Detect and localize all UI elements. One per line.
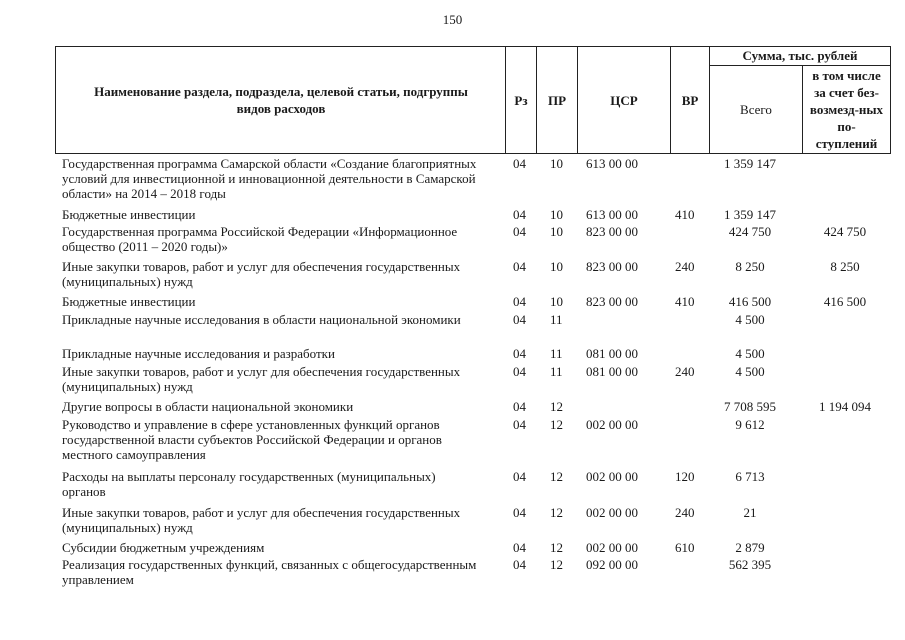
- row-rz: 04: [513, 469, 526, 484]
- row-pr: 10: [550, 259, 563, 274]
- row-vr: 410: [675, 207, 695, 222]
- row-rz: 04: [513, 364, 526, 379]
- row-rz: 04: [513, 417, 526, 432]
- header-rz: Рз: [514, 92, 528, 108]
- row-csr: 823 00 00: [586, 294, 638, 309]
- header-rz-cell: [505, 46, 536, 154]
- row-rz: 04: [513, 557, 526, 572]
- row-csr: 002 00 00: [586, 469, 638, 484]
- header-total: Всего: [740, 102, 772, 117]
- row-rz: 04: [513, 505, 526, 520]
- row-total: 416 500: [728, 294, 772, 309]
- row-name: Государственная программа Самарской области «Создание благоприятных условий для инвестиционной и инновационной деятельности в Самарской области» на 2014 – 2018 годы: [62, 156, 477, 201]
- header-vr-cell: [670, 46, 709, 154]
- row-name: Субсидии бюджетным учреждениям: [62, 540, 265, 555]
- row-pr: 12: [550, 469, 563, 484]
- row-name: Прикладные научные исследования и разработки: [62, 346, 335, 361]
- row-rz: 04: [513, 207, 526, 222]
- row-free: 8 250: [830, 259, 860, 274]
- table-header: [55, 46, 891, 154]
- header-name-cell: [55, 46, 505, 154]
- row-name: Другие вопросы в области национальной экономики: [62, 399, 354, 414]
- row-vr: 610: [675, 540, 695, 555]
- row-total: 9 612: [735, 417, 765, 432]
- row-total: 4 500: [735, 346, 765, 361]
- header-free: в том числе за счет без-возмезд-ных по-ступлений: [809, 68, 884, 151]
- row-csr: 823 00 00: [586, 259, 638, 274]
- row-csr: 002 00 00: [586, 540, 638, 555]
- row-rz: 04: [513, 399, 526, 414]
- row-free: 1 194 094: [819, 399, 871, 414]
- row-pr: 10: [550, 156, 563, 171]
- row-rz: 04: [513, 224, 526, 239]
- row-pr: 11: [550, 346, 563, 361]
- row-total: 4 500: [735, 364, 765, 379]
- row-name: Иные закупки товаров, работ и услуг для обеспечения государственных (муниципальных) нужд: [62, 505, 461, 535]
- header-pr: ПР: [547, 92, 567, 108]
- header-csr-cell: [577, 46, 670, 154]
- row-total: 8 250: [735, 259, 765, 274]
- row-pr: 12: [550, 540, 563, 555]
- row-rz: 04: [513, 312, 526, 327]
- row-name: Руководство и управление в сфере установленных функций органов государственной власти субъектов Российской Федерации и органов местного самоуправления: [62, 417, 442, 462]
- row-pr: 10: [550, 224, 563, 239]
- row-rz: 04: [513, 294, 526, 309]
- row-total: 2 879: [735, 540, 765, 555]
- row-csr: 002 00 00: [586, 505, 638, 520]
- row-name: Иные закупки товаров, работ и услуг для обеспечения государственных (муниципальных) нужд: [62, 364, 461, 394]
- row-total: 6 713: [735, 469, 765, 484]
- row-name: Бюджетные инвестиции: [62, 207, 196, 222]
- header-sum: Сумма, тыс. рублей: [709, 46, 891, 66]
- row-total: 7 708 595: [724, 399, 776, 414]
- row-vr: 240: [675, 505, 695, 520]
- row-total: 424 750: [728, 224, 772, 239]
- row-vr: 240: [675, 259, 695, 274]
- row-csr: 613 00 00: [586, 207, 638, 222]
- page-number: 150: [442, 12, 463, 27]
- row-vr: 240: [675, 364, 695, 379]
- row-csr: 092 00 00: [586, 557, 638, 572]
- row-vr: 410: [675, 294, 695, 309]
- row-name: Реализация государственных функций, связанных с общегосударственным управлением: [62, 557, 477, 587]
- row-name: Прикладные научные исследования в области национальной экономики: [62, 312, 461, 327]
- row-pr: 11: [550, 312, 563, 327]
- row-csr: 081 00 00: [586, 364, 638, 379]
- row-csr: 081 00 00: [586, 346, 638, 361]
- row-free: 416 500: [823, 294, 867, 309]
- row-rz: 04: [513, 156, 526, 171]
- row-name: Иные закупки товаров, работ и услуг для обеспечения государственных (муниципальных) нужд: [62, 259, 461, 289]
- row-name: Государственная программа Российской Федерации «Информационное общество (2011 – 2020 годы)»: [62, 224, 458, 254]
- row-total: 1 359 147: [724, 207, 776, 222]
- row-pr: 10: [550, 207, 563, 222]
- row-total: 1 359 147: [724, 156, 776, 171]
- row-total: 4 500: [735, 312, 765, 327]
- header-total-cell: [709, 65, 802, 154]
- row-pr: 12: [550, 557, 563, 572]
- row-csr: 613 00 00: [586, 156, 638, 171]
- row-pr: 12: [550, 399, 563, 414]
- header-free-cell: [802, 65, 891, 154]
- row-rz: 04: [513, 346, 526, 361]
- header-vr: ВР: [681, 92, 699, 108]
- header-pr-cell: [536, 46, 577, 154]
- header-csr: ЦСР: [610, 92, 638, 108]
- header-name: Наименование раздела, подраздела, целевой статьи, подгруппы видов расходов: [94, 84, 468, 116]
- row-pr: 10: [550, 294, 563, 309]
- row-total: 21: [743, 505, 757, 520]
- row-pr: 12: [550, 505, 563, 520]
- row-rz: 04: [513, 540, 526, 555]
- row-free: 424 750: [823, 224, 867, 239]
- row-name: Расходы на выплаты персоналу государственных (муниципальных) органов: [62, 469, 436, 499]
- row-pr: 11: [550, 364, 563, 379]
- row-csr: 002 00 00: [586, 417, 638, 432]
- row-pr: 12: [550, 417, 563, 432]
- row-csr: 823 00 00: [586, 224, 638, 239]
- row-name: Бюджетные инвестиции: [62, 294, 196, 309]
- row-vr: 120: [675, 469, 695, 484]
- row-total: 562 395: [728, 557, 772, 572]
- row-rz: 04: [513, 259, 526, 274]
